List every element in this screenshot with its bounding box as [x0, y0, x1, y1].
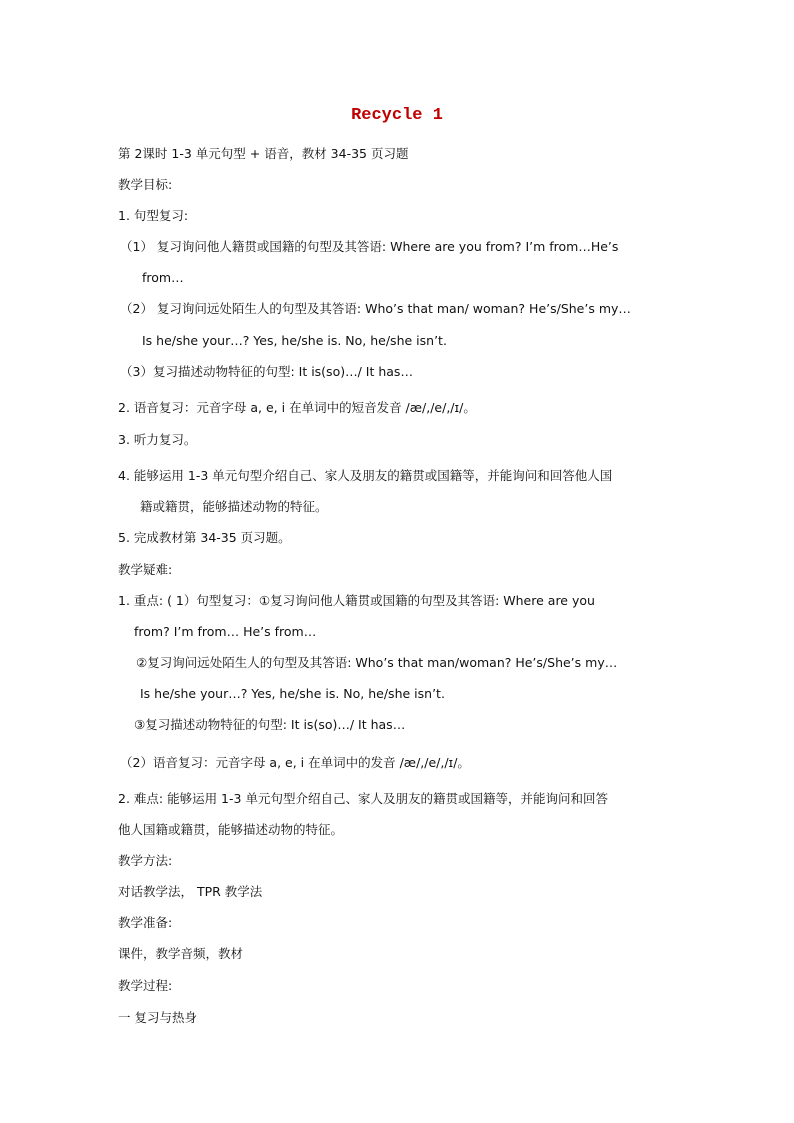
- text-line: Is he/she your…? Yes, he/she is. No, he/she isn’t.: [142, 333, 447, 348]
- text-line: ③复习描述动物特征的句型: It is(so)…/ It has…: [134, 717, 406, 732]
- text-line: ②复习询问远处陌生人的句型及其答语: Who’s that man/woman? He’s/She’s my…: [136, 655, 618, 670]
- text-line: from? I’m from… He’s from…: [134, 624, 317, 639]
- text-line: （1） 复习询问他人籍贯或国籍的句型及其答语: Where are you from? I’m from…He’s: [120, 239, 619, 254]
- text-line: 2. 难点: 能够运用 1-3 单元句型介绍自己、家人及朋友的籍贯或国籍等，并能询问和回答: [118, 791, 608, 806]
- text-line: 一 复习与热身: [118, 1010, 197, 1025]
- text-line: 教学疑难:: [118, 562, 173, 577]
- text-line: （3）复习描述动物特征的句型: It is(so)…/ It has…: [120, 364, 413, 379]
- text-line: Is he/she your…? Yes, he/she is. No, he/she isn’t.: [140, 686, 445, 701]
- text-line: 籍或籍贯，能够描述动物的特征。: [140, 499, 328, 514]
- text-line: from…: [142, 270, 184, 285]
- text-line: 他人国籍或籍贯，能够描述动物的特征。: [118, 822, 344, 837]
- document-title: Recycle 1: [351, 106, 443, 125]
- text-line: 1. 重点: ( 1）句型复习：①复习询问他人籍贯或国籍的句型及其答语: Where are you: [118, 593, 595, 608]
- text-line: 5. 完成教材第 34-35 页习题。: [118, 530, 291, 545]
- text-line: 教学方法:: [118, 853, 173, 868]
- text-line: 教学准备:: [118, 915, 173, 930]
- text-line: 1. 句型复习:: [118, 208, 189, 223]
- text-line: 第 2课时 1-3 单元句型 + 语音，教材 34-35 页习题: [118, 146, 409, 161]
- text-line: 教学过程:: [118, 978, 173, 993]
- text-line: 2. 语音复习：元音字母 a, e, i 在单词中的短音发音 /æ/,/e/,/ɪ/。: [118, 400, 476, 415]
- text-line: （2）语音复习：元音字母 a, e, i 在单词中的发音 /æ/,/e/,/ɪ/。: [120, 755, 470, 770]
- text-line: 对话教学法， TPR 教学法: [118, 884, 263, 899]
- text-line: 3. 听力复习。: [118, 432, 197, 447]
- text-line: 4. 能够运用 1-3 单元句型介绍自己、家人及朋友的籍贯或国籍等，并能询问和回答他人国: [118, 468, 613, 483]
- text-line: 课件，教学音频，教材: [118, 946, 244, 961]
- text-line: 教学目标:: [118, 177, 173, 192]
- text-line: （2） 复习询问远处陌生人的句型及其答语: Who’s that man/ woman? He’s/She’s my…: [120, 301, 631, 316]
